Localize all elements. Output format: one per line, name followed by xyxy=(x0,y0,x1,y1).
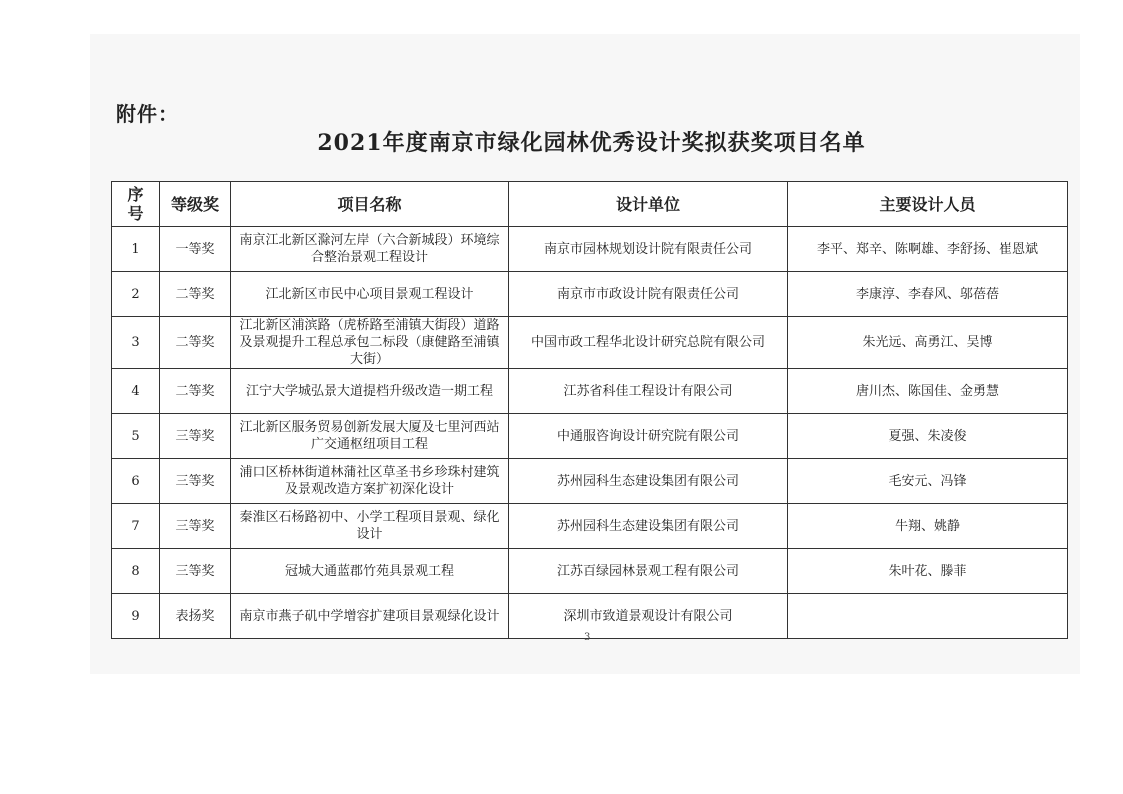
row-unit: 中国市政工程华北设计研究总院有限公司 xyxy=(509,317,788,369)
row-designers: 毛安元、冯锋 xyxy=(788,459,1068,504)
table-row xyxy=(112,549,1068,594)
row-grade: 三等奖 xyxy=(160,414,231,459)
row-designers: 牛翔、姚静 xyxy=(788,504,1068,549)
row-unit: 苏州园科生态建设集团有限公司 xyxy=(509,459,788,504)
row-designers: 唐川杰、陈国佳、金勇慧 xyxy=(788,369,1068,414)
row-project: 浦口区桥林街道林蒲社区草圣书乡珍珠村建筑及景观改造方案扩初深化设计 xyxy=(231,459,509,504)
row-grade: 三等奖 xyxy=(160,459,231,504)
row-grade: 三等奖 xyxy=(160,504,231,549)
row-unit: 江苏百绿园林景观工程有限公司 xyxy=(509,549,788,594)
table-row xyxy=(112,317,1068,369)
row-grade: 二等奖 xyxy=(160,272,231,317)
table-row xyxy=(112,272,1068,317)
header-unit: 设计单位 xyxy=(509,182,788,227)
row-designers: 李康淳、李春风、邬蓓蓓 xyxy=(788,272,1068,317)
row-designers xyxy=(788,594,1068,639)
row-project: 江宁大学城弘景大道提档升级改造一期工程 xyxy=(231,369,509,414)
row-seq: 6 xyxy=(112,459,160,504)
row-seq: 5 xyxy=(112,414,160,459)
row-designers: 夏强、朱凌俊 xyxy=(788,414,1068,459)
row-unit: 苏州园科生态建设集团有限公司 xyxy=(509,504,788,549)
row-seq: 8 xyxy=(112,549,160,594)
award-table xyxy=(111,181,1068,639)
page-number: 3 xyxy=(584,632,591,643)
row-grade: 二等奖 xyxy=(160,369,231,414)
header-designers: 主要设计人员 xyxy=(788,182,1068,227)
row-unit: 深圳市致道景观设计有限公司 xyxy=(509,594,788,639)
row-grade: 一等奖 xyxy=(160,227,231,272)
row-unit: 南京市市政设计院有限责任公司 xyxy=(509,272,788,317)
row-project: 江北新区浦滨路（虎桥路至浦镇大街段）道路及景观提升工程总承包二标段（康健路至浦镇大街） xyxy=(231,317,509,369)
table-row xyxy=(112,459,1068,504)
row-designers: 朱光远、高勇江、吴博 xyxy=(788,317,1068,369)
row-project: 南京江北新区滁河左岸（六合新城段）环境综合整治景观工程设计 xyxy=(231,227,509,272)
row-project: 江北新区服务贸易创新发展大厦及七里河西站广交通枢纽项目工程 xyxy=(231,414,509,459)
row-seq: 7 xyxy=(112,504,160,549)
table-row xyxy=(112,227,1068,272)
table-row xyxy=(112,414,1068,459)
header-seq: 序号 xyxy=(112,182,160,227)
row-seq: 2 xyxy=(112,272,160,317)
attachment-label: 附件： xyxy=(116,102,179,126)
row-project: 秦淮区石杨路初中、小学工程项目景观、绿化设计 xyxy=(231,504,509,549)
row-project: 南京市燕子矶中学增容扩建项目景观绿化设计 xyxy=(231,594,509,639)
row-seq: 3 xyxy=(112,317,160,369)
row-unit: 中通服咨询设计研究院有限公司 xyxy=(509,414,788,459)
row-grade: 表扬奖 xyxy=(160,594,231,639)
document-title: 2021年度南京市绿化园林优秀设计奖拟获奖项目名单 xyxy=(317,130,866,156)
row-seq: 4 xyxy=(112,369,160,414)
row-grade: 二等奖 xyxy=(160,317,231,369)
table-row xyxy=(112,369,1068,414)
table-row xyxy=(112,504,1068,549)
header-project: 项目名称 xyxy=(231,182,509,227)
row-seq: 1 xyxy=(112,227,160,272)
row-project: 江北新区市民中心项目景观工程设计 xyxy=(231,272,509,317)
row-designers: 朱叶花、滕菲 xyxy=(788,549,1068,594)
row-unit: 南京市园林规划设计院有限责任公司 xyxy=(509,227,788,272)
row-grade: 三等奖 xyxy=(160,549,231,594)
row-designers: 李平、郑辛、陈啊雄、李舒扬、崔恩斌 xyxy=(788,227,1068,272)
row-project: 冠城大通蓝郡竹苑具景观工程 xyxy=(231,549,509,594)
row-seq: 9 xyxy=(112,594,160,639)
table-header-row xyxy=(112,182,1068,227)
row-unit: 江苏省科佳工程设计有限公司 xyxy=(509,369,788,414)
header-grade: 等级奖 xyxy=(160,182,231,227)
